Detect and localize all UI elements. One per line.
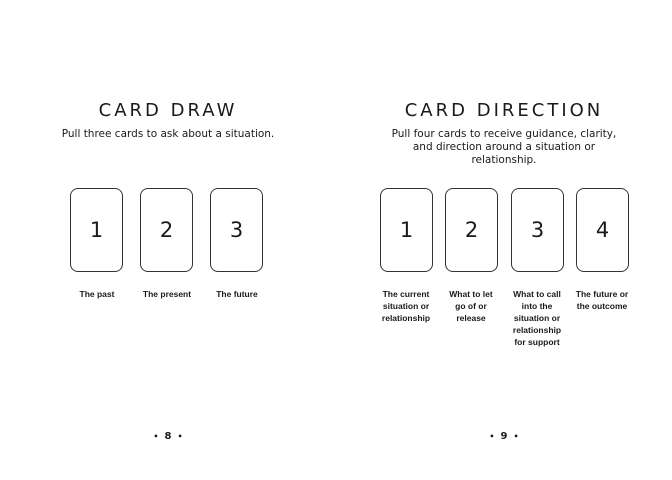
- card-slot: [511, 188, 564, 272]
- card-caption: The past: [79, 289, 115, 299]
- page-title: CARD DIRECTION: [404, 100, 604, 121]
- card-number: 2: [159, 218, 174, 242]
- folio-dot: •: [489, 431, 495, 441]
- card-caption: The current situation or relationship: [381, 289, 431, 323]
- page-number-value: 8: [164, 431, 172, 442]
- card-caption: What to call into the situation or relationship for support: [512, 289, 562, 347]
- page-subtitle: Pull four cards to receive guidance, clarity, and direction around a situation or relationship.: [391, 128, 617, 166]
- card-number: 3: [229, 218, 244, 242]
- card-slot: [210, 188, 263, 272]
- page-card-direction: [336, 0, 672, 480]
- card-caption: The present: [142, 289, 192, 299]
- card-number: 2: [464, 218, 479, 242]
- folio-dot: •: [153, 431, 159, 441]
- card-slot: [140, 188, 193, 272]
- page-number: [0, 431, 336, 442]
- card-caption: The future or the outcome: [575, 289, 629, 311]
- page-title: CARD DRAW: [98, 100, 238, 121]
- card-number: 4: [595, 218, 610, 242]
- card-caption: What to let go of or release: [449, 289, 493, 323]
- card-number: 1: [89, 218, 104, 242]
- card-slot: [380, 188, 433, 272]
- card-caption: The future: [216, 289, 258, 299]
- page-number: [336, 431, 672, 442]
- card-slot: [576, 188, 629, 272]
- page-subtitle: Pull three cards to ask about a situation.: [61, 128, 275, 140]
- card-slot: [70, 188, 123, 272]
- page-number-value: 9: [500, 431, 508, 442]
- card-number: 1: [399, 218, 414, 242]
- card-number: 3: [530, 218, 545, 242]
- folio-dot: •: [513, 431, 519, 441]
- card-slot: [445, 188, 498, 272]
- folio-dot: •: [177, 431, 183, 441]
